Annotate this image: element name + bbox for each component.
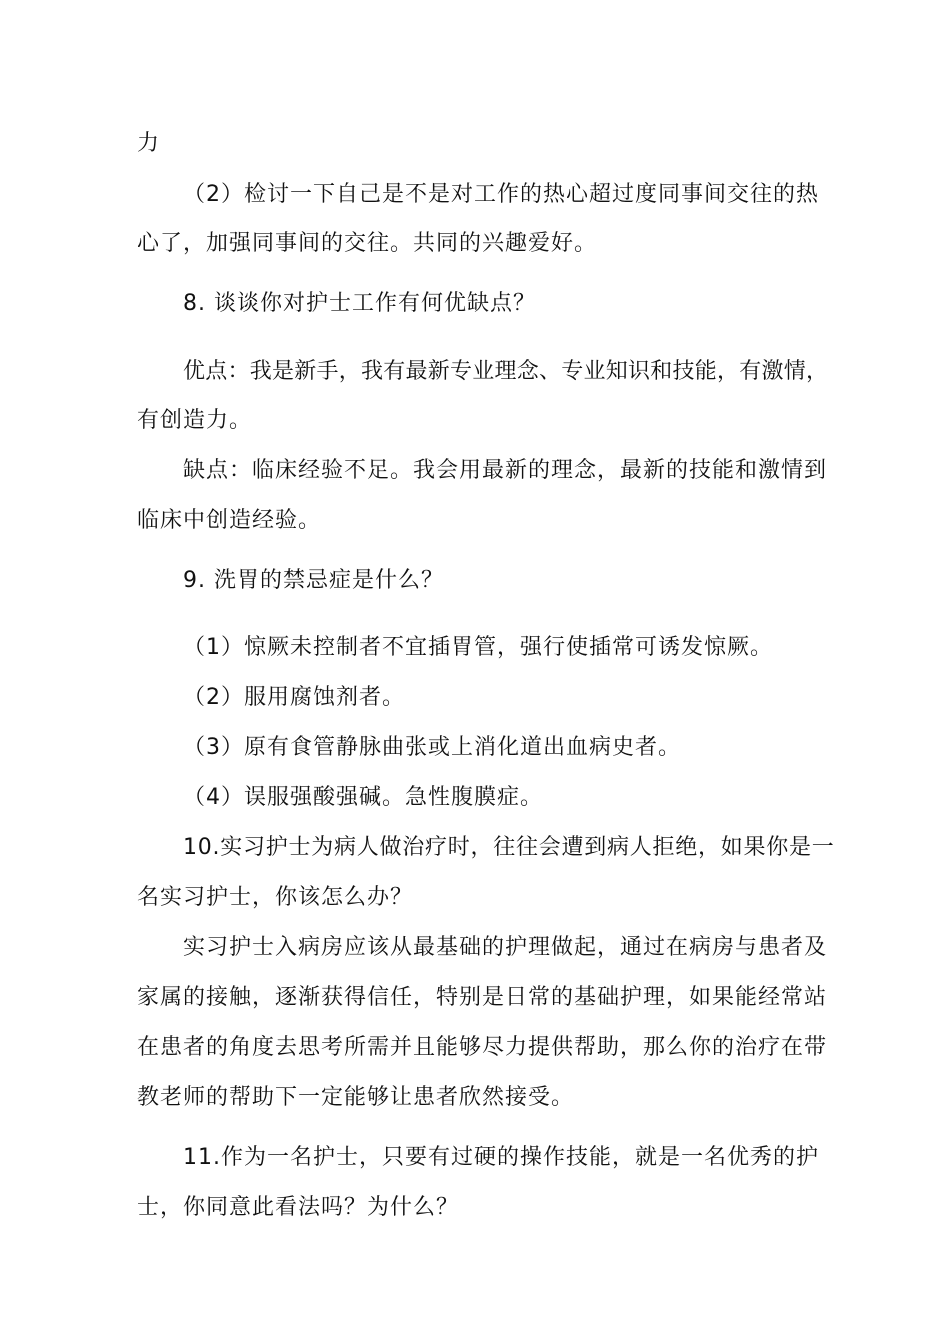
- paragraph-line: （2）检讨一下自己是不是对工作的热心超过度同事间交往的热: [183, 182, 819, 207]
- list-item: （2）服用腐蚀剂者。: [183, 685, 405, 710]
- paragraph-line: 心了，加强同事间的交往。共同的兴趣爱好。: [137, 231, 598, 256]
- question-heading: 8. 谈谈你对护士工作有何优缺点？: [183, 291, 536, 316]
- question-heading: 9. 洗胃的禁忌症是什么？: [183, 568, 444, 593]
- paragraph-line: 家属的接触，逐渐获得信任，特别是日常的基础护理，如果能经常站: [137, 985, 828, 1010]
- list-item: （3）原有食管静脉曲张或上消化道出血病史者。: [183, 735, 681, 760]
- paragraph-line: 在患者的角度去思考所需并且能够尽力提供帮助，那么你的治疗在带: [137, 1035, 828, 1060]
- paragraph-line: 优点：我是新手，我有最新专业理念、专业知识和技能，有激情，: [183, 359, 829, 384]
- question-heading: 名实习护士，你该怎么办？: [137, 885, 414, 910]
- paragraph-line: 教老师的帮助下一定能够让患者欣然接受。: [137, 1085, 575, 1110]
- paragraph-line: 缺点：临床经验不足。我会用最新的理念，最新的技能和激情到: [183, 458, 828, 483]
- list-item: （4）误服强酸强碱。急性腹膜症。: [183, 785, 543, 810]
- paragraph-line: 力: [137, 131, 161, 156]
- question-heading: 士，你同意此看法吗？为什么？: [137, 1195, 460, 1220]
- paragraph-line: 临床中创造经验。: [137, 508, 322, 533]
- list-item: （1）惊厥未控制者不宜插胃管，强行使插常可诱发惊厥。: [183, 635, 773, 660]
- paragraph-line: 有创造力。: [137, 408, 253, 433]
- question-heading: 11.作为一名护士，只要有过硬的操作技能，就是一名优秀的护: [183, 1145, 819, 1170]
- paragraph-line: 实习护士入病房应该从最基础的护理做起，通过在病房与患者及: [183, 935, 828, 960]
- question-heading: 10.实习护士为病人做治疗时，往往会遭到病人拒绝，如果你是一: [183, 835, 835, 860]
